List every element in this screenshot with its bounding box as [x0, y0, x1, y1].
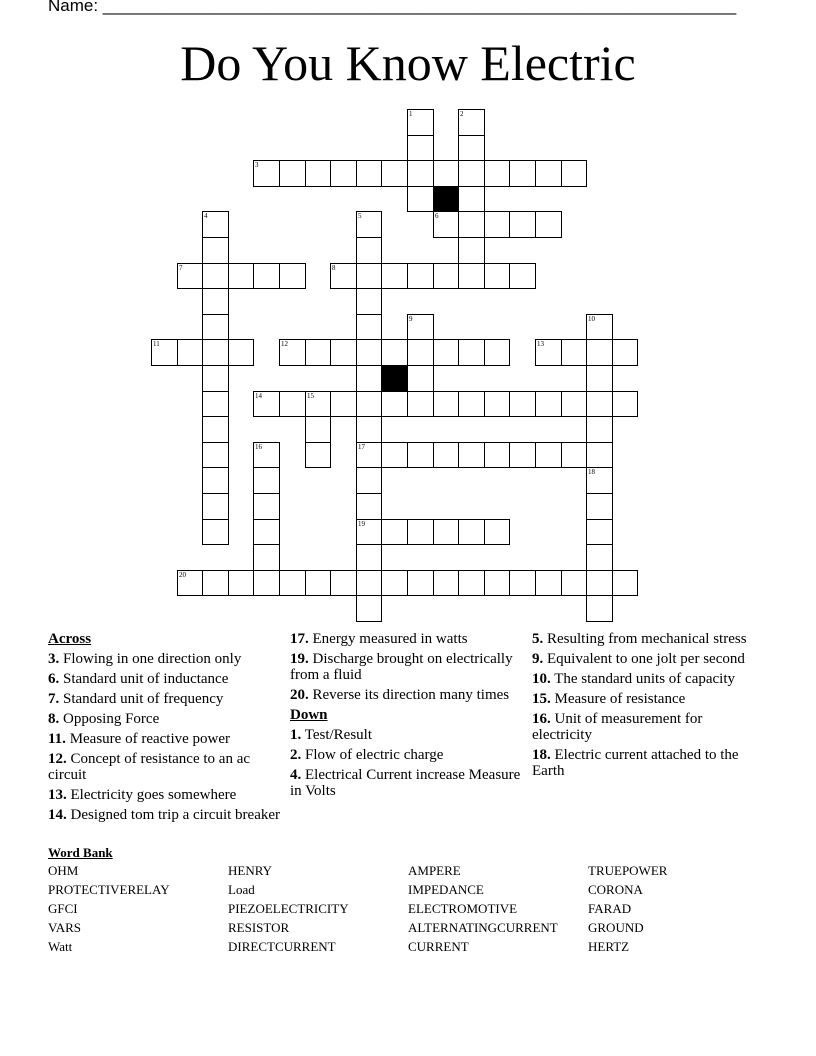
grid-cell[interactable] [535, 160, 562, 187]
grid-cell[interactable] [202, 211, 229, 238]
grid-cell[interactable] [433, 391, 459, 417]
grid-cell[interactable] [381, 442, 408, 468]
clue-item-text: The standard units of capacity [550, 671, 735, 687]
name-field-label: Name: ___________________________________________________________________ [48, 0, 737, 15]
grid-cell[interactable] [458, 160, 485, 187]
grid-cell[interactable] [202, 467, 229, 494]
clue-item-number: 12. [48, 751, 67, 767]
word-bank-word: FARAD [588, 901, 632, 916]
clue-number: 1 [409, 110, 413, 118]
clue-item [290, 767, 522, 799]
word-bank-word: DIRECTCURRENT [228, 939, 336, 954]
grid-cell[interactable] [612, 339, 638, 366]
clue-number: 11 [153, 340, 160, 348]
grid-cell[interactable] [177, 339, 203, 366]
grid-cell[interactable] [253, 519, 280, 545]
clue-item [290, 631, 522, 647]
grid-cell[interactable] [586, 339, 613, 366]
grid-cell[interactable] [407, 339, 434, 366]
clue-section-heading: Down [290, 707, 328, 723]
clue-number: 14 [255, 392, 262, 400]
clue-item-number: 8. [48, 711, 60, 727]
grid-cell[interactable] [305, 339, 331, 366]
grid-cell[interactable] [561, 570, 587, 596]
grid-cell[interactable] [202, 237, 229, 264]
word-bank-row [48, 863, 768, 882]
grid-cell[interactable] [586, 365, 613, 392]
clue-item-text: Designed tom trip a circuit breaker [66, 807, 281, 823]
clue-item [532, 747, 764, 779]
grid-cell[interactable] [458, 339, 485, 366]
clue-column-1 [48, 631, 280, 827]
clue-item-text: Standard unit of frequency [59, 691, 224, 707]
grid-cell[interactable] [433, 442, 459, 468]
clue-item-text: Resulting from mechanical stress [543, 631, 747, 647]
grid-cell[interactable] [586, 314, 613, 340]
word-bank-word: CORONA [588, 882, 643, 897]
grid-cell[interactable] [202, 339, 229, 366]
grid-cell[interactable] [509, 570, 536, 596]
clue-item-text: Electric current attached to the Earth [532, 747, 739, 779]
grid-cell[interactable] [407, 442, 434, 468]
clue-item [290, 727, 522, 743]
grid-cell[interactable] [561, 391, 587, 417]
grid-cell[interactable] [356, 365, 382, 392]
clue-item-text: Concept of resistance to an ac circuit [48, 751, 251, 783]
grid-cell[interactable] [356, 595, 382, 622]
grid-cell[interactable] [356, 160, 382, 187]
grid-cell[interactable] [151, 339, 178, 366]
grid-cell[interactable] [381, 570, 408, 596]
clue-item-text: Reverse its direction many times [308, 687, 510, 703]
grid-cell[interactable] [202, 570, 229, 596]
clue-item [532, 691, 764, 707]
grid-cell[interactable] [612, 391, 638, 417]
grid-cell[interactable] [535, 442, 562, 468]
clue-number: 4 [204, 212, 208, 220]
grid-cell[interactable] [586, 416, 613, 443]
clue-item-text: Measure of resistance [550, 691, 686, 707]
grid-cell[interactable] [202, 493, 229, 520]
grid-cell[interactable] [202, 442, 229, 468]
clue-item-number: 13. [48, 787, 67, 803]
grid-cell[interactable] [586, 544, 613, 571]
clue-item [290, 687, 522, 703]
grid-cell[interactable] [177, 263, 203, 289]
clue-item-text: Measure of reactive power [65, 731, 231, 747]
grid-cell[interactable] [356, 416, 382, 443]
grid-cell[interactable] [586, 493, 613, 520]
grid-cell[interactable] [407, 391, 434, 417]
clue-item-text: Discharge brought on electrically from a fluid [290, 651, 513, 683]
grid-cell[interactable] [407, 135, 434, 161]
clue-number: 12 [281, 340, 288, 348]
clue-column-3 [532, 631, 764, 783]
clue-number: 3 [255, 161, 259, 169]
word-bank-word: CURRENT [408, 939, 469, 954]
clue-number: 16 [255, 443, 262, 451]
puzzle-title: Do You Know Electric [180, 35, 636, 91]
clue-item-text: Electrical Current increase Measure in Volts [290, 767, 521, 799]
word-bank-word: HERTZ [588, 939, 630, 954]
clue-column-2 [290, 631, 522, 803]
grid-cell[interactable] [330, 160, 357, 187]
grid-cell[interactable] [433, 519, 459, 545]
word-bank-word: Watt [48, 939, 73, 954]
grid-cell[interactable] [458, 391, 485, 417]
word-bank-word: RESISTOR [228, 920, 290, 935]
word-bank-row [48, 882, 768, 901]
grid-cell[interactable] [535, 211, 562, 238]
word-bank-word: IMPEDANCE [408, 882, 484, 897]
grid-cell[interactable] [305, 416, 331, 443]
grid-cell[interactable] [433, 339, 459, 366]
grid-cell[interactable] [458, 570, 485, 596]
grid-cell[interactable] [356, 519, 382, 545]
clue-number: 10 [588, 315, 595, 323]
word-bank [48, 863, 768, 958]
clue-item [48, 691, 280, 707]
clue-item-number: 17. [290, 631, 309, 647]
clue-item-number: 1. [290, 727, 302, 743]
word-bank-word: OHM [48, 863, 79, 878]
grid-cell[interactable] [279, 160, 306, 187]
grid-cell[interactable] [228, 263, 254, 289]
grid-cell[interactable] [407, 186, 434, 212]
grid-cell[interactable] [484, 391, 510, 417]
grid-cell[interactable] [407, 160, 434, 187]
word-bank-row [48, 939, 768, 958]
grid-cell[interactable] [356, 288, 382, 315]
grid-cell[interactable] [586, 442, 613, 468]
grid-cell[interactable] [407, 314, 434, 340]
grid-cell[interactable] [586, 570, 613, 596]
grid-cell[interactable] [177, 570, 203, 596]
grid-cell[interactable] [381, 160, 408, 187]
grid-cell[interactable] [433, 263, 459, 289]
grid-cell[interactable] [356, 467, 382, 494]
grid-cell[interactable] [356, 570, 382, 596]
clue-number: 7 [179, 264, 183, 272]
clue-item-number: 2. [290, 747, 302, 763]
word-bank-word: ALTERNATINGCURRENT [408, 920, 558, 935]
grid-cell[interactable] [586, 595, 613, 622]
grid-cell[interactable] [305, 442, 331, 468]
grid-cell[interactable] [484, 570, 510, 596]
grid-cell[interactable] [202, 391, 229, 417]
clue-item-number: 3. [48, 651, 60, 667]
word-bank-word: Load [228, 882, 255, 897]
clue-item-text: Flowing in one direction only [59, 651, 242, 667]
grid-cell[interactable] [535, 391, 562, 417]
word-bank-word: GFCI [48, 901, 78, 916]
word-bank-word: AMPERE [408, 863, 461, 878]
grid-cell[interactable] [279, 570, 306, 596]
black-cell [381, 365, 408, 392]
clue-item-number: 20. [290, 687, 309, 703]
clue-item-number: 4. [290, 767, 302, 783]
clue-item [532, 631, 764, 647]
word-bank-word: PIEZOELECTRICITY [228, 901, 349, 916]
clue-number: 2 [460, 110, 464, 118]
grid-cell[interactable] [356, 544, 382, 571]
grid-cell[interactable] [535, 339, 562, 366]
clue-item-text: Flow of electric charge [301, 747, 444, 763]
grid-cell[interactable] [279, 391, 306, 417]
grid-cell[interactable] [253, 263, 280, 289]
clue-item [290, 747, 522, 763]
word-bank-heading: Word Bank [48, 845, 113, 860]
clue-number: 17 [358, 443, 365, 451]
grid-cell[interactable] [381, 519, 408, 545]
clue-item [48, 807, 280, 823]
grid-cell[interactable] [356, 339, 382, 366]
clue-item [48, 671, 280, 687]
clue-number: 18 [588, 468, 595, 476]
clue-number: 8 [332, 264, 336, 272]
black-cell [433, 186, 459, 212]
clue-item-number: 16. [532, 711, 551, 727]
grid-cell[interactable] [458, 186, 485, 212]
clue-item-number: 19. [290, 651, 309, 667]
grid-cell[interactable] [356, 493, 382, 520]
word-bank-word: HENRY [228, 863, 273, 878]
clue-item-text: Unit of measurement for electricity [532, 711, 703, 743]
clue-item-number: 10. [532, 671, 551, 687]
clue-number: 9 [409, 315, 413, 323]
grid-cell[interactable] [356, 442, 382, 468]
clue-item [48, 751, 280, 783]
grid-cell[interactable] [484, 339, 510, 366]
clue-item-text: Opposing Force [59, 711, 160, 727]
grid-cell[interactable] [228, 339, 254, 366]
grid-cell[interactable] [509, 211, 536, 238]
grid-cell[interactable] [509, 263, 536, 289]
grid-cell[interactable] [356, 314, 382, 340]
grid-cell[interactable] [253, 391, 280, 417]
grid-cell[interactable] [407, 365, 434, 392]
grid-cell[interactable] [509, 391, 536, 417]
grid-cell[interactable] [202, 314, 229, 340]
clue-item-number: 7. [48, 691, 60, 707]
grid-cell[interactable] [381, 391, 408, 417]
grid-cell[interactable] [381, 339, 408, 366]
grid-cell[interactable] [433, 160, 459, 187]
grid-cell[interactable] [458, 211, 485, 238]
grid-cell[interactable] [535, 570, 562, 596]
word-bank-row [48, 920, 768, 939]
grid-cell[interactable] [202, 416, 229, 443]
clue-item [532, 671, 764, 687]
grid-cell[interactable] [586, 467, 613, 494]
grid-cell[interactable] [407, 109, 434, 136]
grid-cell[interactable] [458, 135, 485, 161]
grid-cell[interactable] [253, 160, 280, 187]
grid-cell[interactable] [356, 263, 382, 289]
grid-cell[interactable] [202, 263, 229, 289]
grid-cell[interactable] [202, 288, 229, 315]
word-bank-word: VARS [48, 920, 82, 935]
grid-cell[interactable] [330, 391, 357, 417]
clue-item [48, 651, 280, 667]
grid-cell[interactable] [228, 570, 254, 596]
grid-cell[interactable] [561, 442, 587, 468]
clue-item-number: 6. [48, 671, 60, 687]
clue-item-number: 9. [532, 651, 544, 667]
grid-cell[interactable] [279, 263, 306, 289]
grid-cell[interactable] [330, 339, 357, 366]
clue-item-number: 18. [532, 747, 551, 763]
grid-cell[interactable] [586, 391, 613, 417]
grid-cell[interactable] [458, 519, 485, 545]
clue-section-heading: Across [48, 631, 92, 647]
clue-item-number: 15. [532, 691, 551, 707]
grid-cell[interactable] [253, 544, 280, 571]
grid-cell[interactable] [356, 391, 382, 417]
grid-cell[interactable] [612, 570, 638, 596]
grid-cell[interactable] [330, 570, 357, 596]
word-bank-word: GROUND [588, 920, 644, 935]
clue-number: 6 [435, 212, 439, 220]
grid-cell[interactable] [407, 519, 434, 545]
clue-item-text: Electricity goes somewhere [66, 787, 237, 803]
clue-item [290, 651, 522, 683]
grid-cell[interactable] [509, 442, 536, 468]
clue-item [532, 711, 764, 743]
clue-item-text: Equivalent to one jolt per second [543, 651, 745, 667]
clue-item [48, 711, 280, 727]
grid-cell[interactable] [253, 570, 280, 596]
clue-number: 19 [358, 520, 365, 528]
word-bank-word: TRUEPOWER [588, 863, 668, 878]
grid-cell[interactable] [305, 570, 331, 596]
grid-cell[interactable] [407, 263, 434, 289]
clue-item-number: 14. [48, 807, 67, 823]
grid-cell[interactable] [356, 211, 382, 238]
grid-cell[interactable] [484, 160, 510, 187]
grid-cell[interactable] [433, 211, 459, 238]
grid-cell[interactable] [330, 263, 357, 289]
grid-cell[interactable] [458, 237, 485, 264]
grid-cell[interactable] [305, 160, 331, 187]
grid-cell[interactable] [586, 519, 613, 545]
clue-item [532, 651, 764, 667]
grid-cell[interactable] [253, 493, 280, 520]
grid-cell[interactable] [381, 263, 408, 289]
grid-cell[interactable] [305, 391, 331, 417]
grid-cell[interactable] [458, 109, 485, 136]
grid-cell[interactable] [202, 365, 229, 392]
clue-number: 13 [537, 340, 544, 348]
word-bank-word: ELECTROMOTIVE [408, 901, 518, 916]
grid-cell[interactable] [509, 160, 536, 187]
grid-cell[interactable] [458, 442, 485, 468]
grid-cell[interactable] [279, 339, 306, 366]
clue-number: 5 [358, 212, 362, 220]
grid-cell[interactable] [484, 442, 510, 468]
grid-cell[interactable] [484, 519, 510, 545]
clue-item [48, 787, 280, 803]
grid-cell[interactable] [407, 570, 434, 596]
clue-number: 20 [179, 571, 186, 579]
clue-item-text: Standard unit of inductance [59, 671, 229, 687]
grid-cell[interactable] [484, 263, 510, 289]
grid-cell[interactable] [433, 570, 459, 596]
grid-cell[interactable] [253, 442, 280, 468]
grid-cell[interactable] [561, 160, 587, 187]
word-bank-word: PROTECTIVERELAY [48, 882, 170, 897]
grid-cell[interactable] [561, 339, 587, 366]
grid-cell[interactable] [484, 211, 510, 238]
clue-item-text: Test/Result [301, 727, 373, 743]
grid-cell[interactable] [202, 519, 229, 545]
grid-cell[interactable] [356, 237, 382, 264]
clue-item-text: Energy measured in watts [308, 631, 468, 647]
grid-cell[interactable] [253, 467, 280, 494]
clue-item [48, 731, 280, 747]
clue-item-number: 11. [48, 731, 66, 747]
clue-number: 15 [307, 392, 314, 400]
grid-cell[interactable] [458, 263, 485, 289]
word-bank-row [48, 901, 768, 920]
clue-item-number: 5. [532, 631, 544, 647]
